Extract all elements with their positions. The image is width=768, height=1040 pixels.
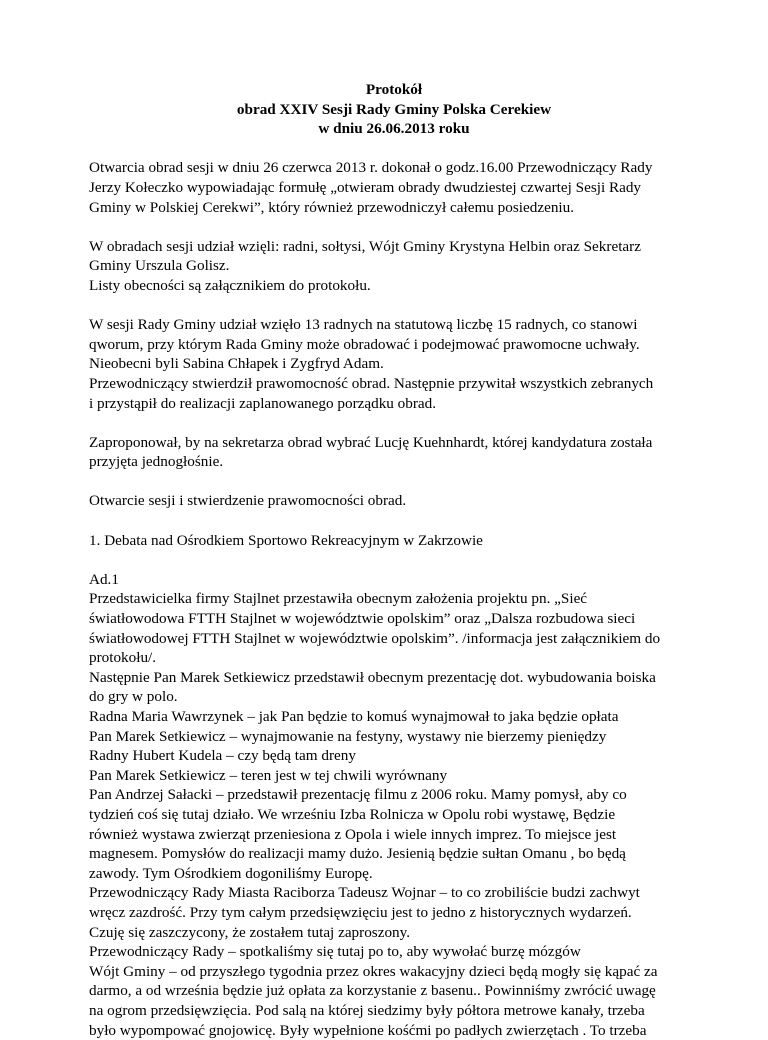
text-line: zawody. Tym Ośrodkiem dogoniliśmy Europę. (89, 864, 699, 884)
text-line: do gry w polo. (89, 687, 699, 707)
text-line: Następnie Pan Marek Setkiewicz przedstawił obecnym prezentację dot. wybudowania boiska (89, 668, 699, 688)
text-line: Czuję się zaszczycony, że zostałem tutaj zaproszony. (89, 923, 699, 943)
text-line: Otwarcia obrad sesji w dniu 26 czerwca 2013 r. dokonał o godz.16.00 Przewodniczący Rady (89, 158, 699, 178)
text-line: Pan Marek Setkiewicz – wynajmowanie na festyny, wystawy nie bierzemy pieniędzy (89, 727, 699, 747)
text-line: qworum, przy którym Rada Gminy może obradować i podejmować prawomocne uchwały. (89, 335, 699, 355)
text-line: Przewodniczący stwierdził prawomocność obrad. Następnie przywitał wszystkich zebranych (89, 374, 699, 394)
document-title: Protokół (89, 80, 699, 100)
text-line: Przedstawicielka firmy Stajlnet przestawiła obecnym założenia projektu pn. „Sieć (89, 589, 699, 609)
text-line: magnesem. Pomysłów do realizacji mamy dużo. Jesienią będzie sułtan Omanu , bo będą (89, 844, 699, 864)
text-line: Przewodniczący Rady – spotkaliśmy się tutaj po to, aby wywołać burzę mózgów (89, 942, 699, 962)
text-line: darmo, a od września będzie już opłata za korzystanie z basenu.. Powinniśmy zwrócić uwagę (89, 981, 699, 1001)
text-line: Jerzy Kołeczko wypowiadając formułę „otwieram obrady dwudziestej czwartej Sesji Rady (89, 178, 699, 198)
text-line: W sesji Rady Gminy udział wzięło 13 radnych na statutową liczbę 15 radnych, co stanowi (89, 315, 699, 335)
text-line: przyjęta jednogłośnie. (89, 452, 699, 472)
text-line: światłowodowej FTTH Stajlnet w województwie opolskim”. /informacja jest załącznikiem do (89, 629, 699, 649)
session-date: w dniu 26.06.2013 roku (89, 119, 699, 139)
text-line: Pan Andrzej Sałacki – przedstawił prezentację filmu z 2006 roku. Mamy pomysł, aby co (89, 785, 699, 805)
protocol-document (89, 80, 699, 1040)
text-line: tydzień coś się tutaj działo. We wrześniu Izba Rolnicza w Opolu robi wystawę, Będzie (89, 805, 699, 825)
text-line: Radny Hubert Kudela – czy będą tam dreny (89, 746, 699, 766)
opening-item-paragraph (89, 491, 699, 511)
text-line: Zaproponował, by na sekretarza obrad wybrać Lucję Kuehnhardt, której kandydatura została (89, 433, 699, 453)
text-line: protokołu/. (89, 648, 699, 668)
text-line: W obradach sesji udział wzięli: radni, sołtysi, Wójt Gminy Krystyna Helbin oraz Sekretarz (89, 237, 699, 257)
quorum-paragraph (89, 315, 699, 413)
attendance-paragraph (89, 237, 699, 296)
secretary-paragraph (89, 433, 699, 472)
text-line: było wypompować gnojowicę. Były wypełnione kośćmi po padłych zwierzętach . To trzeba (89, 1021, 699, 1040)
text-line: Wójt Gminy – od przyszłego tygodnia przez okres wakacyjny dzieci będą mogły się kąpać za (89, 962, 699, 982)
text-line: światłowodowa FTTH Stajlnet w województwie opolskim” oraz „Dalsza rozbudowa sieci (89, 609, 699, 629)
text-line: Listy obecności są załącznikiem do protokołu. (89, 276, 699, 296)
session-subtitle: obrad XXIV Sesji Rady Gminy Polska Cerekiew (89, 100, 699, 120)
text-line: Otwarcie sesji i stwierdzenie prawomocności obrad. (89, 491, 699, 511)
text-line: Nieobecni byli Sabina Chłapek i Zygfryd Adam. (89, 354, 699, 374)
debate-section (89, 570, 699, 1040)
text-line: Gminy w Polskiej Cerekwi”, który również przewodniczył całemu posiedzeniu. (89, 198, 699, 218)
text-line: na ogrom przedsięwzięcia. Pod salą na której siedzimy były półtora metrowe kanały, trzeba (89, 1001, 699, 1021)
agenda-item-1 (89, 531, 699, 551)
text-line: również wystawa zwierząt przeniesiona z Opola i wiele innych imprez. To miejsce jest (89, 825, 699, 845)
text-line: Ad.1 (89, 570, 699, 590)
text-line: Gminy Urszula Golisz. (89, 256, 699, 276)
document-header (89, 80, 699, 139)
text-line: Pan Marek Setkiewicz – teren jest w tej chwili wyrównany (89, 766, 699, 786)
opening-paragraph (89, 158, 699, 217)
text-line: Radna Maria Wawrzynek – jak Pan będzie to komuś wynajmował to jaka będzie opłata (89, 707, 699, 727)
text-line: 1. Debata nad Ośrodkiem Sportowo Rekreacyjnym w Zakrzowie (89, 531, 699, 551)
text-line: Przewodniczący Rady Miasta Raciborza Tadeusz Wojnar – to co zrobiliście budzi zachwyt (89, 883, 699, 903)
text-line: i przystąpił do realizacji zaplanowanego porządku obrad. (89, 394, 699, 414)
text-line: wręcz zazdrość. Przy tym całym przedsięwzięciu jest to jedno z historycznych wydarzeń. (89, 903, 699, 923)
